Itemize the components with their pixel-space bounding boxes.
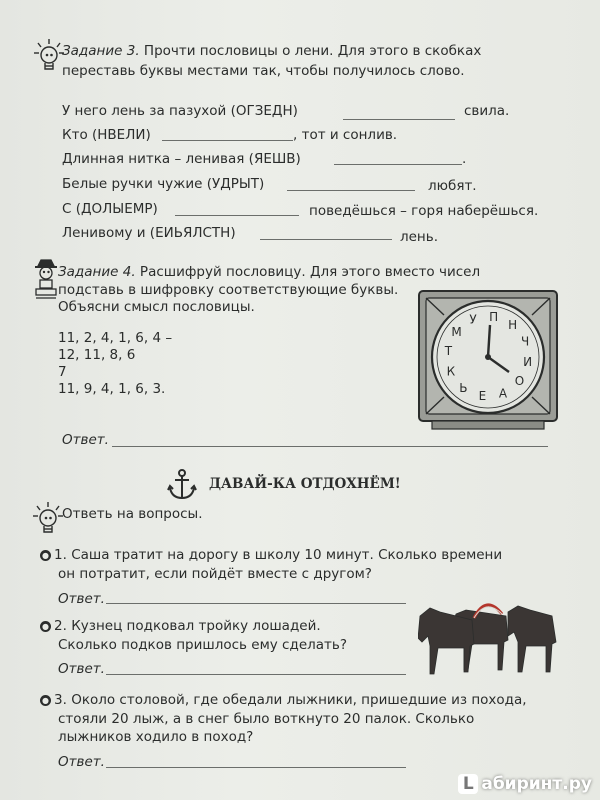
task4-label: Задание 4. (58, 264, 136, 280)
question-2-text-a: Кузнец подковал тройку лошадей. (71, 618, 321, 634)
brain-icon: ● (40, 550, 51, 561)
question-3-answer-line[interactable] (106, 767, 406, 768)
answer-blank-5[interactable] (175, 215, 299, 216)
code-line-1: 11, 2, 4, 1, 6, 4 – (58, 330, 173, 346)
question-3-text-c: лыжников ходило в поход? (58, 729, 254, 745)
brain-icon: ● (40, 621, 51, 632)
proverb-4-after: любят. (428, 178, 477, 194)
clock-letter: П (489, 309, 499, 324)
task4-answer-line[interactable] (112, 446, 548, 447)
code-line-2: 12, 11, 8, 6 (58, 347, 136, 363)
code-line-4: 11, 9, 4, 1, 6, 3. (58, 381, 166, 397)
lightbulb-icon (34, 38, 64, 76)
question-3-text-b: стояли 20 лыж, а в снег было воткнуто 20 палок. Сколько (58, 711, 475, 727)
clock-letter: У (469, 312, 477, 327)
cipher-clock (414, 287, 564, 437)
clock-letter: Е (478, 389, 487, 404)
proverb-2-before: Кто (НВЕЛИ) (62, 127, 151, 143)
question-3-line-a (40, 690, 527, 710)
question-1-text-b: он потратит, если пойдёт вместе с другом? (58, 566, 372, 582)
watermark-logo-icon: L (458, 774, 478, 794)
brain-icon: ● (40, 695, 51, 706)
clock-letter: А (498, 386, 508, 401)
lightbulb-icon (33, 501, 63, 539)
task3-label: Задание 3. (62, 43, 140, 59)
answer-blank-3[interactable] (334, 164, 462, 165)
proverb-6-after: лень. (400, 229, 439, 245)
task3-instruction-b: переставь буквы местами так, чтобы получилось слово. (62, 63, 465, 79)
task3-header (62, 41, 481, 61)
watermark (458, 774, 592, 794)
proverb-3-before: Длинная нитка – ленивая (ЯЕШВ) (62, 151, 301, 167)
proverb-1-before: У него лень за пазухой (ОГЗЕДН) (62, 103, 298, 119)
question-2-answer-label: Ответ. (58, 661, 105, 677)
question-1-answer-line[interactable] (106, 603, 406, 604)
question-2-line-a (40, 616, 321, 636)
clock-letter: К (446, 364, 456, 379)
answer-blank-2[interactable] (162, 140, 293, 141)
code-line-3: 7 (58, 364, 67, 380)
proverb-5-after: поведёшься – горя наберёшься. (309, 203, 539, 219)
clock-letter: Ь (459, 381, 468, 395)
task4-header (58, 262, 480, 282)
clock-letter: И (523, 355, 533, 370)
clock-letter: Т (444, 343, 453, 358)
task4-instruction-b: подставь в шифровку соответствующие буквы. (58, 282, 399, 298)
question-3-answer-label: Ответ. (58, 754, 105, 770)
anchor-icon (165, 468, 199, 502)
question-2-text-b: Сколько подков пришлось ему сделать? (58, 637, 348, 653)
watermark-text: абиринт.ру (481, 774, 592, 794)
answer-blank-6[interactable] (260, 239, 392, 240)
clock-letter: М (451, 324, 462, 339)
task3-instruction-a: Прочти пословицы о лени. Для этого в скобках (143, 43, 482, 59)
question-2-answer-line[interactable] (106, 674, 406, 675)
proverb-4-before: Белые ручки чужие (УДРЫТ) (62, 176, 265, 192)
clock-letter: Ч (520, 334, 530, 349)
clock-letter: Н (508, 318, 518, 332)
proverb-2-after: , тот и сонлив. (293, 127, 398, 143)
answer-blank-1[interactable] (343, 119, 455, 120)
question-1-answer-label: Ответ. (58, 591, 105, 607)
detective-icon (33, 258, 59, 300)
question-3-number: 3. (54, 692, 67, 708)
task4-instruction-a: Расшифруй пословицу. Для этого вместо чисел (139, 264, 481, 280)
question-1-text-a: Саша тратит на дорогу в школу 10 минут. Сколько времени (71, 547, 503, 563)
task4-answer-label: Ответ. (62, 432, 109, 448)
proverb-1-after: свила. (464, 103, 510, 119)
proverb-5-before: С (ДОЛЫЕМР) (62, 201, 158, 217)
proverb-6-before: Ленивому и (ЕИЬЯЛСТН) (62, 225, 236, 241)
question-3-text-a: Около столовой, где обедали лыжники, пришедшие из похода, (71, 692, 527, 708)
question-1-line-a (40, 545, 502, 565)
question-1-number: 1. (54, 547, 67, 563)
horses-troika-illustration (418, 596, 558, 678)
rest-prompt: Ответь на вопросы. (62, 506, 203, 522)
rest-title: ДАВАЙ-КА ОТДОХНЁМ! (209, 476, 401, 492)
proverb-3-after: . (462, 151, 467, 167)
answer-blank-4[interactable] (287, 190, 415, 191)
clock-letter: О (514, 374, 525, 389)
task4-instruction-c: Объясни смысл пословицы. (58, 299, 255, 315)
question-2-number: 2. (54, 618, 67, 634)
